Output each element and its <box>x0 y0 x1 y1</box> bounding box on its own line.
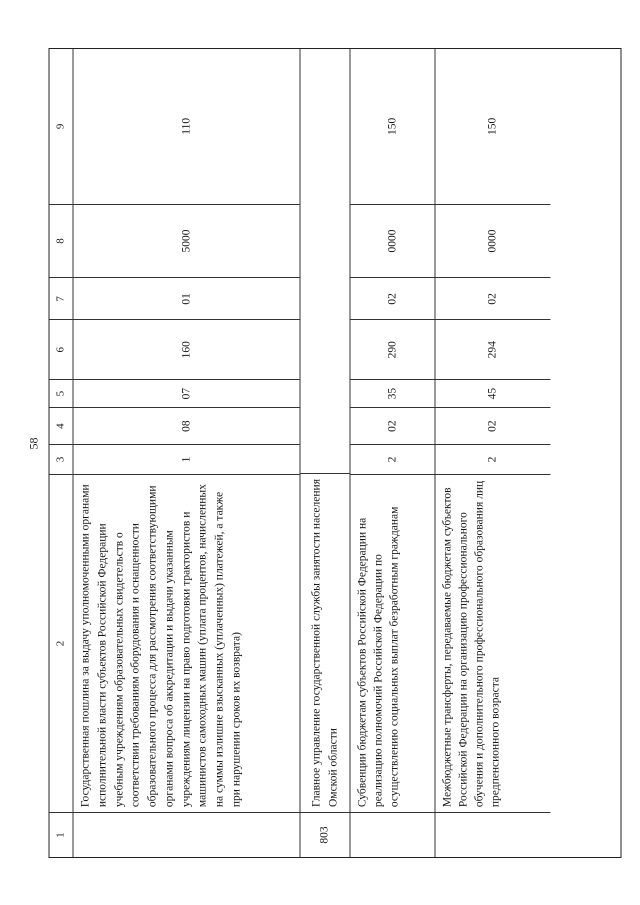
code-cell-3: 2 <box>350 444 434 474</box>
column-header-2: 2 <box>49 474 72 812</box>
code-cell-5: 07 <box>73 379 299 407</box>
table-row <box>435 49 550 857</box>
code-cell-3: 2 <box>435 444 550 474</box>
code-cell-8: 0000 <box>350 204 434 278</box>
admin-code-cell <box>350 812 434 857</box>
code-cell-6: 290 <box>350 319 434 379</box>
column-header-3: 3 <box>49 444 72 474</box>
income-name-cell: Субвенции бюджетам субъектов Российской Федерации на реализацию полномочий Российской Федерации по осуществлению социальных выплат безработным гражданам <box>350 474 434 812</box>
code-cell-4: 02 <box>435 407 550 444</box>
admin-code-cell: 803 <box>300 812 349 857</box>
code-cell-5: 35 <box>350 379 434 407</box>
code-cell-7: 01 <box>73 277 299 319</box>
budget-table <box>48 48 621 858</box>
code-cell-6: 294 <box>435 319 550 379</box>
code-cell-4: 02 <box>350 407 434 444</box>
column-header-4: 4 <box>49 407 72 444</box>
admin-code-cell <box>435 812 550 857</box>
column-header-8: 8 <box>49 204 72 278</box>
table-row <box>73 49 300 857</box>
table-container <box>48 48 621 858</box>
column-header-6: 6 <box>49 319 72 379</box>
code-cell-9: 150 <box>385 117 398 135</box>
code-cell-4: 08 <box>73 407 299 444</box>
code-cell-7: 02 <box>350 277 434 319</box>
income-name-cell: Межбюджетные трансферты, передаваемые бюджетам субъектов Российской Федерации на организацию профессионального обучения и дополнительного профессионального образования лиц предпенсионного возраста <box>435 474 550 812</box>
code-cell-3: 1 <box>73 444 299 474</box>
table-row <box>350 49 435 857</box>
page-number: 58 <box>26 437 41 450</box>
code-cell-6: 160 <box>73 319 299 379</box>
column-header-9: 9 <box>53 123 66 130</box>
code-cell-9: 110 <box>179 117 192 135</box>
code-cell-7: 02 <box>435 277 550 319</box>
column-header-7: 7 <box>49 277 72 319</box>
code-cell-8: 0000 <box>435 204 550 278</box>
income-name-cell: Главное управление государственной службы занятости населения Омской области <box>300 473 349 812</box>
code-cell-5: 45 <box>435 379 550 407</box>
code-cell-9: 150 <box>486 117 499 135</box>
table-header-row <box>49 49 73 857</box>
admin-code-cell <box>73 812 299 857</box>
column-header-5: 5 <box>49 379 72 407</box>
column-header-1: 1 <box>49 812 72 857</box>
merged-empty-cell <box>300 49 349 473</box>
code-cell-8: 5000 <box>73 204 299 278</box>
table-row <box>300 49 350 857</box>
income-name-cell: Государственная пошлина за выдачу уполномоченными органами исполнительной власти субъектов Российской Федерации учебным учреждениям образовательных свидетельств о соответствии требованиям оборудования и оснащенности образовательного процесса для рассмотрения соответствующими органами вопроса об аккредитации и выдачи указанным учреждениям лицензии на право подготовки трактористов и машинистов самоходных машин (уплата процентов, начисленных на суммы излишне взысканных (уплаченных) платежей, а также при нарушении сроков их возврата) <box>73 474 299 812</box>
